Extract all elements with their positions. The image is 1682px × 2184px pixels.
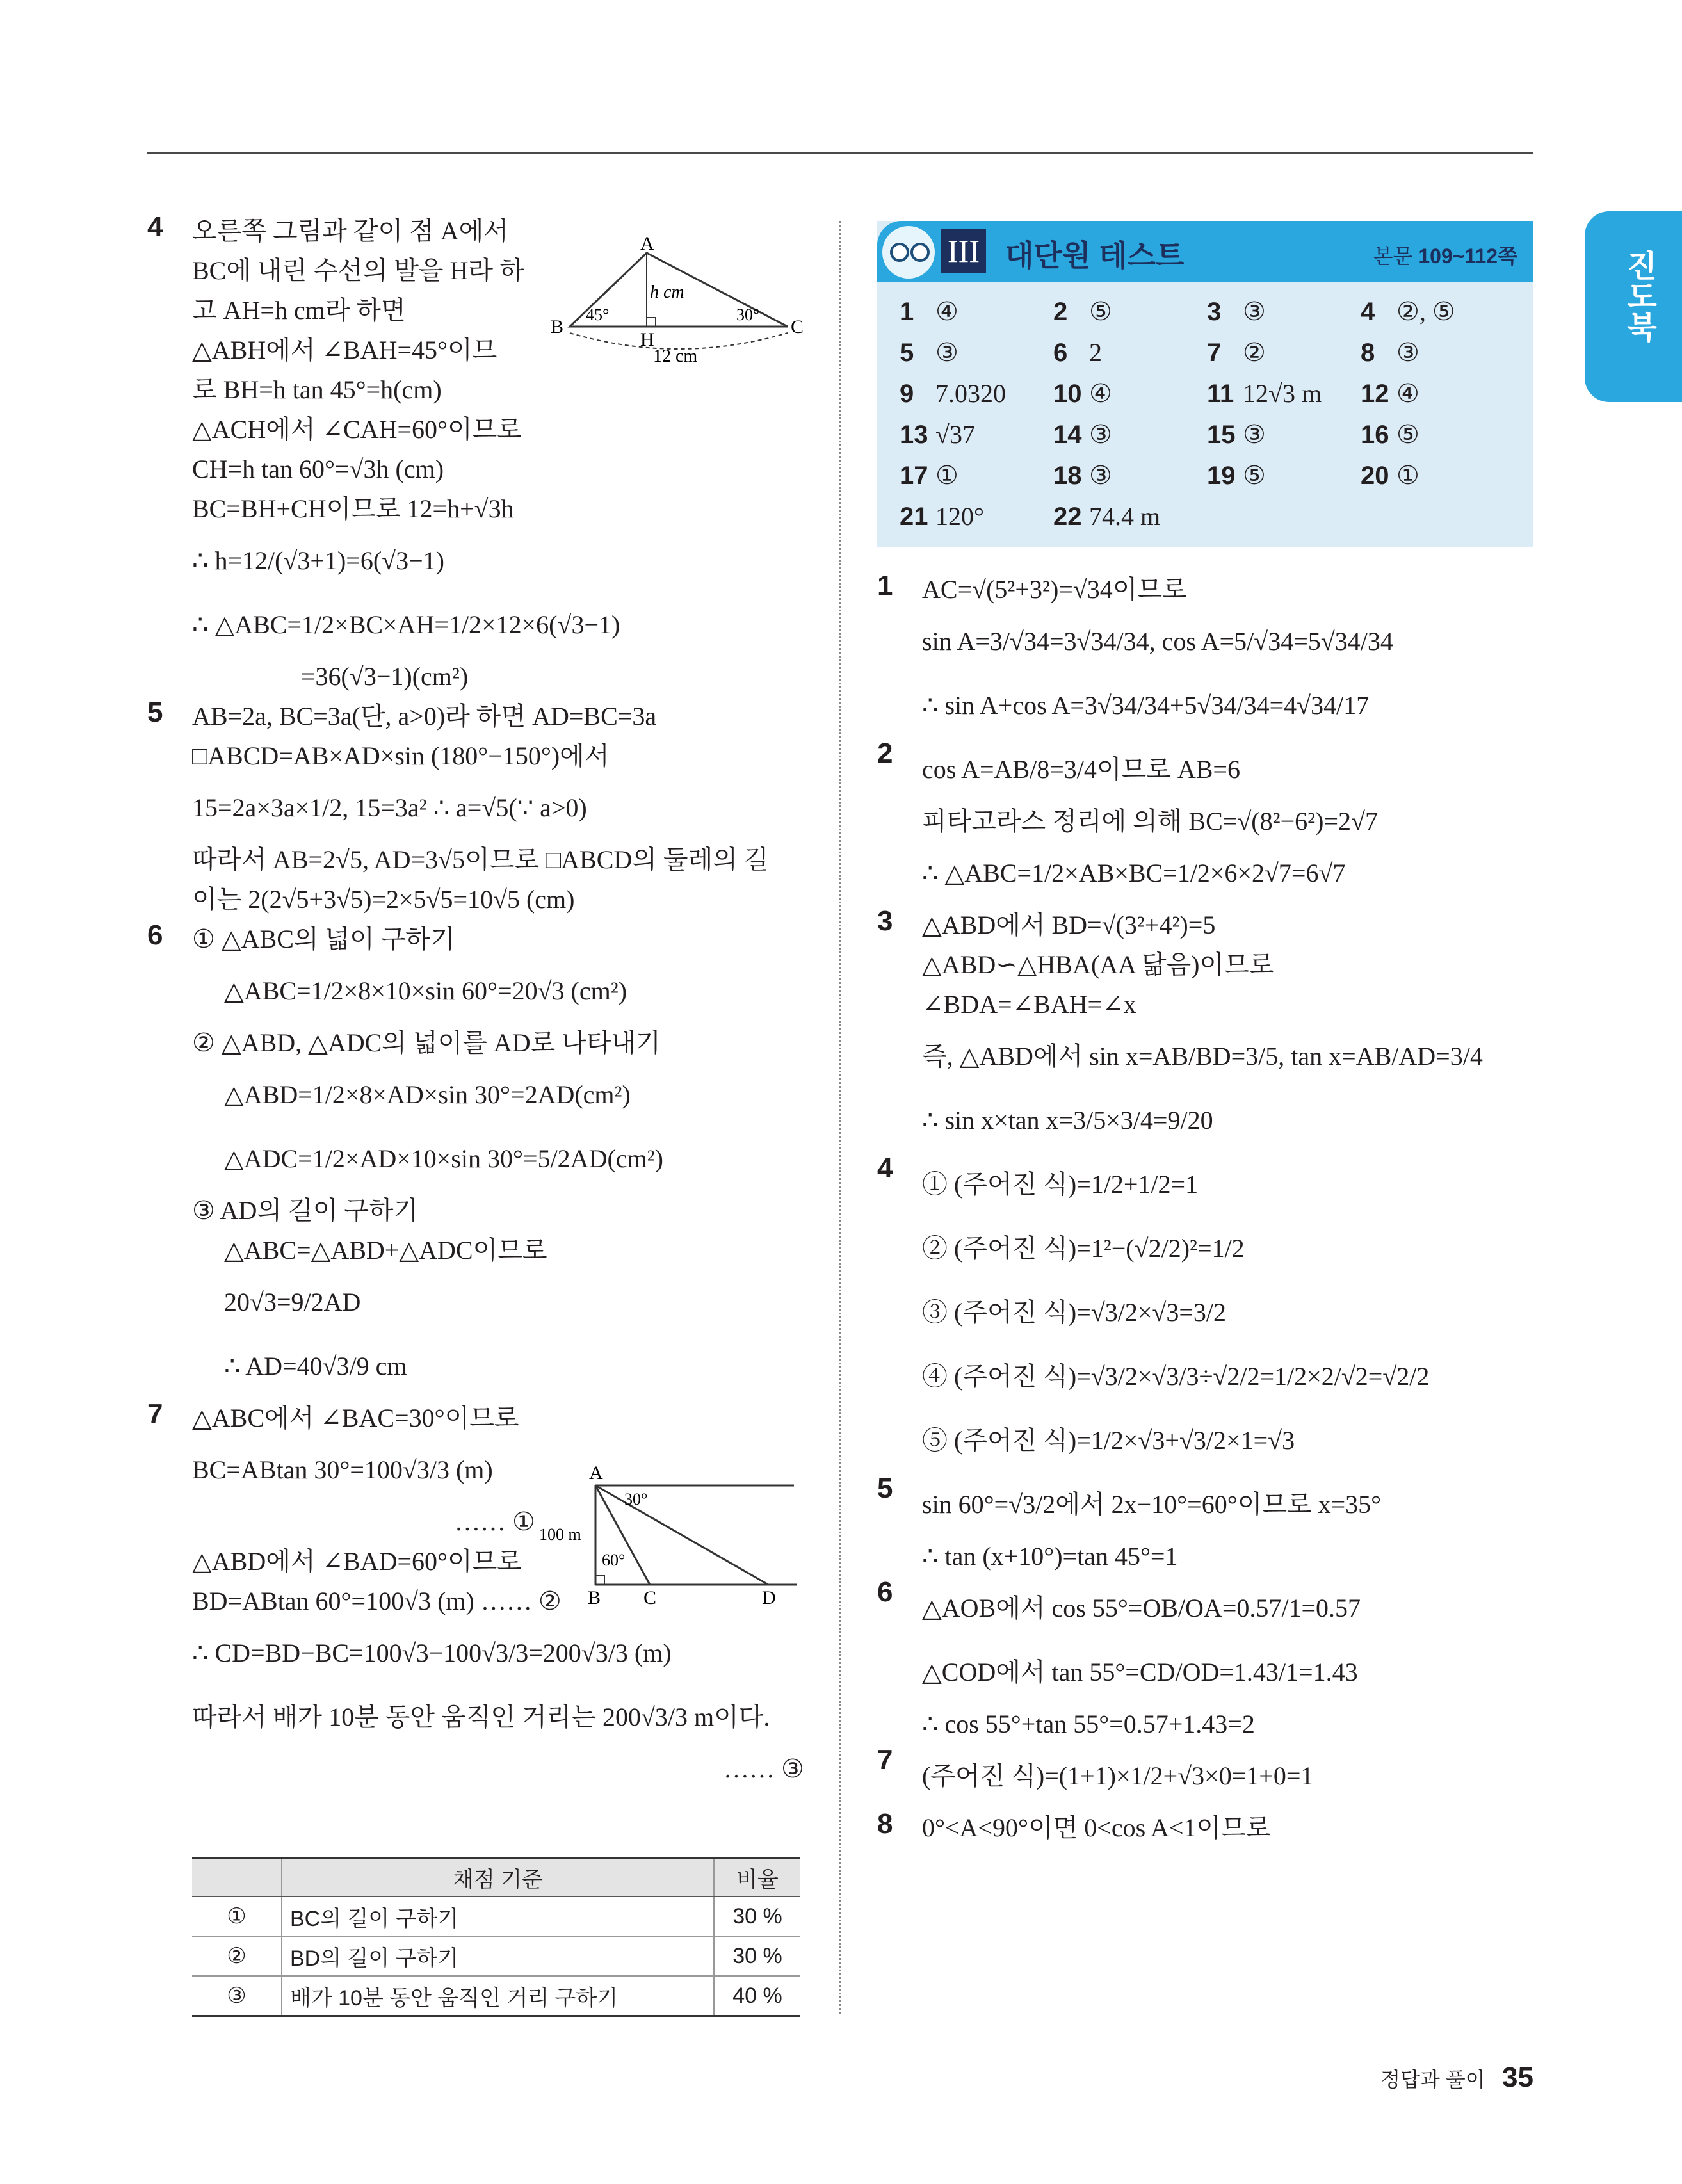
answer-value: ① <box>1396 461 1419 490</box>
answer-number: 5 <box>900 339 914 367</box>
table-header: 채점 기준 <box>282 1858 714 1897</box>
answer-number: 9 <box>900 380 914 408</box>
answer-item <box>1053 496 1207 537</box>
problem-number: 7 <box>877 1744 893 1776</box>
answer-item <box>1207 291 1361 332</box>
solution-line: △ABD=1/2×8×AD×sin 30°=2AD(cm²) <box>224 1080 631 1109</box>
problem-r6 <box>877 1576 1533 1744</box>
angle-mid-label: 60° <box>602 1551 626 1569</box>
solution-line: ① (주어진 식)=1/2+1/2=1 <box>922 1170 1199 1199</box>
solution-line: ∴ cos 55°+tan 55°=0.57+1.43=2 <box>922 1710 1255 1738</box>
page-footer <box>1380 2062 1533 2094</box>
problem-number: 1 <box>877 570 893 601</box>
side-tab[interactable] <box>1585 211 1682 402</box>
problem-number: 3 <box>877 905 893 937</box>
answer-item <box>900 332 1053 373</box>
table-cell: ① <box>192 1897 282 1936</box>
solution-line: BC=ABtan 30°=100√3/3 (m) <box>192 1455 493 1484</box>
answer-number: 7 <box>1207 339 1222 367</box>
answer-number: 4 <box>1361 298 1375 326</box>
angle-b-label: 45° <box>586 305 610 324</box>
table-cell: 30 % <box>714 1897 800 1936</box>
unit-number-badge: III <box>941 229 986 273</box>
vertex-d: D <box>762 1587 776 1608</box>
solution-line: ② (주어진 식)=1²−(√2/2)²=1/2 <box>922 1234 1245 1263</box>
foot-h: H <box>640 329 654 350</box>
problem-number: 5 <box>877 1473 893 1504</box>
answer-item <box>1361 373 1514 414</box>
answer-value: 12√3 m <box>1243 379 1322 408</box>
solution-line: △ABD∽△HBA(AA 닮음)이므로 <box>922 950 1274 979</box>
ship-figure-7 <box>538 1460 800 1607</box>
solution-line: AC=√(5²+3²)=√34이므로 <box>922 575 1187 604</box>
solution-line: △AOB에서 cos 55°=OB/OA=0.57/1=0.57 <box>922 1594 1361 1622</box>
solution-line: ③ AD의 길이 구하기 <box>192 1196 419 1225</box>
solution-line: ⑤ (주어진 식)=1/2×√3+√3/2×1=√3 <box>922 1426 1295 1455</box>
solution-line: AB=2a, BC=3a(단, a>0)라 하면 AD=BC=3a <box>192 702 657 731</box>
vertex-c: C <box>791 316 804 337</box>
triangle-figure-4 <box>551 233 804 371</box>
answer-item <box>900 373 1053 414</box>
height-label: 100 m <box>539 1525 581 1544</box>
answer-value: ⑤ <box>1396 420 1419 449</box>
solution-line: BC에 내린 수선의 발을 H라 하 <box>192 256 524 285</box>
answer-item <box>1053 455 1207 496</box>
answer-number: 16 <box>1361 421 1389 449</box>
solution-line: △ABD에서 BD=√(3²+4²)=5 <box>922 910 1216 939</box>
answer-value: ③ <box>1396 338 1419 367</box>
table-cell: ③ <box>192 1976 282 2016</box>
answer-grid <box>900 291 1527 537</box>
table-cell: ② <box>192 1936 282 1976</box>
answer-number: 17 <box>900 462 928 490</box>
answer-item <box>1361 414 1514 455</box>
solution-line: ① △ABC의 넓이 구하기 <box>192 925 455 953</box>
table-header <box>192 1858 282 1897</box>
solution-line: □ABCD=AB×AD×sin (180°−150°)에서 <box>192 741 610 770</box>
scoring-rubric-table <box>192 1857 800 2017</box>
solution-line: 로 BH=h tan 45°=h(cm) <box>192 375 442 404</box>
angle-top-label: 30° <box>624 1490 648 1509</box>
problem-number: 4 <box>877 1153 893 1184</box>
answer-number: 12 <box>1361 380 1389 408</box>
solution-line: BD=ABtan 60°=100√3 (m) …… ② <box>192 1587 562 1615</box>
problem-number: 6 <box>147 919 163 951</box>
answer-item <box>900 414 1053 455</box>
solution-line: △ABH에서 ∠BAH=45°이므 <box>192 336 497 364</box>
page-number: 35 <box>1502 2062 1533 2093</box>
vertex-b: B <box>551 316 564 337</box>
vertex-a: A <box>589 1462 603 1484</box>
answer-item <box>900 496 1053 537</box>
solution-line: △ABD에서 ∠BAD=60°이므로 <box>192 1547 522 1576</box>
answer-item <box>1053 332 1207 373</box>
answer-value: ③ <box>1089 461 1112 490</box>
answer-number: 20 <box>1361 462 1389 490</box>
table-cell: 30 % <box>714 1936 800 1976</box>
solution-line: 오른쪽 그림과 같이 점 A에서 <box>192 216 508 245</box>
test-page-range <box>1373 240 1517 270</box>
answer-value: ③ <box>1243 420 1266 449</box>
answer-number: 8 <box>1361 339 1375 367</box>
answer-number: 6 <box>1053 339 1068 367</box>
problem-r4 <box>877 1153 1533 1473</box>
problem-r3 <box>877 905 1533 1153</box>
solution-line: BC=BH+CH이므로 12=h+√3h <box>192 494 514 523</box>
problem-number: 4 <box>147 211 163 243</box>
problem-5 <box>147 697 807 919</box>
top-rule <box>147 152 1533 154</box>
answer-number: 19 <box>1207 462 1236 490</box>
answer-value: ④ <box>1396 379 1419 408</box>
answer-value: ④ <box>1089 379 1112 408</box>
answer-value: 74.4 m <box>1089 502 1161 531</box>
answer-value: ③ <box>935 338 958 367</box>
solution-line: 0°<A<90°이면 0<cos A<1이므로 <box>922 1813 1271 1842</box>
test-title: 대단원 테스트 <box>1005 239 1185 272</box>
solution-line: =36(√3−1)(cm²) <box>301 662 469 691</box>
solution-line: △ACH에서 ∠CAH=60°이므로 <box>192 415 522 444</box>
column-divider <box>839 221 841 2014</box>
answer-value: ⑤ <box>1089 297 1112 326</box>
angle-c-label: 30° <box>736 305 760 324</box>
table-cell: 40 % <box>714 1976 800 2016</box>
table-cell: BC의 길이 구하기 <box>282 1897 714 1936</box>
answer-value: 2 <box>1089 338 1102 367</box>
answer-item <box>1207 332 1361 373</box>
answer-number: 2 <box>1053 298 1068 326</box>
table-row <box>192 1936 800 1976</box>
solution-line: ∴ h=12/(√3+1)=6(√3−1) <box>192 546 444 575</box>
answer-item <box>1361 455 1514 496</box>
solution-line: 따라서 배가 10분 동안 움직인 거리는 200√3/3 m이다. <box>192 1703 770 1731</box>
vertex-c: C <box>643 1587 657 1608</box>
solution-line: 즉, △ABD에서 sin x=AB/BD=3/5, tan x=AB/AD=3/4 <box>922 1042 1483 1071</box>
solution-line: (주어진 식)=(1+1)×1/2+√3×0=1+0=1 <box>922 1761 1314 1790</box>
answer-item <box>1361 291 1514 332</box>
solution-line: ④ (주어진 식)=√3/2×√3/3÷√2/2=1/2×2/√2=√2/2 <box>922 1362 1430 1391</box>
solution-line: △ABC에서 ∠BAC=30°이므로 <box>192 1403 519 1432</box>
solution-line: CH=h tan 60°=√3h (cm) <box>192 455 444 483</box>
answer-value: 7.0320 <box>935 379 1006 408</box>
solution-line: 이는 2(2√5+3√5)=2×5√5=10√5 (cm) <box>192 885 575 914</box>
footer-label: 정답과 풀이 <box>1380 2068 1485 2091</box>
answer-number: 22 <box>1053 503 1082 531</box>
vertex-b: B <box>588 1587 601 1608</box>
answer-number: 14 <box>1053 421 1082 449</box>
solution-line: △COD에서 tan 55°=CD/OD=1.43/1=1.43 <box>922 1658 1358 1687</box>
solution-line: △ABC=1/2×8×10×sin 60°=20√3 (cm²) <box>224 976 627 1005</box>
answer-number: 1 <box>900 298 914 326</box>
base-label: 12 cm <box>653 346 698 366</box>
solution-line: 피타고라스 정리에 의해 BC=√(8²−6²)=2√7 <box>922 807 1378 836</box>
right-column <box>877 570 1533 1848</box>
problem-number: 2 <box>877 738 893 769</box>
answer-item <box>900 455 1053 496</box>
solution-line: ∠BDA=∠BAH=∠x <box>922 990 1136 1019</box>
answer-value: ③ <box>1089 420 1112 449</box>
answer-value: √37 <box>935 420 975 449</box>
table-cell: 배가 10분 동안 움직인 거리 구하기 <box>282 1976 714 2016</box>
solution-line: 20√3=9/2AD <box>224 1288 361 1316</box>
test-header <box>877 221 1533 282</box>
answer-number: 13 <box>900 421 928 449</box>
answer-item <box>1361 332 1514 373</box>
table-cell: BD의 길이 구하기 <box>282 1936 714 1976</box>
answer-number: 15 <box>1207 421 1236 449</box>
solution-line: ∴ AD=40√3/9 cm <box>224 1352 407 1380</box>
answer-item <box>1207 455 1361 496</box>
answer-number: 11 <box>1207 380 1234 408</box>
answer-item <box>900 291 1053 332</box>
solution-line: ② △ABD, △ADC의 넓이를 AD로 나타내기 <box>192 1028 661 1057</box>
solution-line: cos A=AB/8=3/4이므로 AB=6 <box>922 755 1240 784</box>
solution-line: …… ③ <box>724 1754 804 1783</box>
side-tab-label: 진도북 <box>1622 250 1656 342</box>
answer-value: 120° <box>935 502 984 531</box>
solution-line: sin 60°=√3/2에서 2x−10°=60°이므로 x=35° <box>922 1490 1382 1519</box>
answer-item <box>1207 373 1361 414</box>
problem-r5 <box>877 1473 1533 1576</box>
solution-line: ∴ sin A+cos A=3√34/34+5√34/34=4√34/17 <box>922 691 1370 720</box>
problem-number: 7 <box>147 1398 163 1430</box>
problem-r2 <box>877 738 1533 905</box>
answer-number: 18 <box>1053 462 1082 490</box>
solution-line: sin A=3/√34=3√34/34, cos A=5/√34=5√34/34 <box>922 627 1393 656</box>
answer-number: 3 <box>1207 298 1222 326</box>
height-label: h cm <box>650 282 684 302</box>
solution-line: ③ (주어진 식)=√3/2×√3=3/2 <box>922 1298 1227 1327</box>
problem-6 <box>147 919 807 1398</box>
answer-value: ⑤ <box>1243 461 1266 490</box>
table-row <box>192 1976 800 2016</box>
vertex-a: A <box>640 233 654 254</box>
solution-line: △ABC=△ABD+△ADC이므로 <box>224 1236 547 1265</box>
solution-line: ∴ tan (x+10°)=tan 45°=1 <box>922 1542 1178 1571</box>
unit-test-answer-box <box>877 221 1533 547</box>
answer-item <box>1207 414 1361 455</box>
solution-line: △ADC=1/2×AD×10×sin 30°=5/2AD(cm²) <box>224 1144 663 1173</box>
solution-line: ∴ △ABC=1/2×AB×BC=1/2×6×2√7=6√7 <box>922 859 1346 887</box>
answer-number: 21 <box>900 503 928 531</box>
answer-item <box>1053 414 1207 455</box>
table-row <box>192 1897 800 1936</box>
table-header-row <box>192 1858 800 1897</box>
problem-number: 6 <box>877 1576 893 1608</box>
problem-number: 8 <box>877 1808 893 1840</box>
solution-line: ∴ CD=BD−BC=100√3−100√3/3=200√3/3 (m) <box>192 1638 672 1667</box>
answer-number: 10 <box>1053 380 1082 408</box>
problem-r1 <box>877 570 1533 738</box>
problem-r8 <box>877 1808 1533 1848</box>
answer-value: ① <box>935 461 958 490</box>
answer-value: ④ <box>935 297 958 326</box>
solution-line: ∴ △ABC=1/2×BC×AH=1/2×12×6(√3−1) <box>192 610 620 639</box>
page-range-prefix: 본문 <box>1373 245 1413 268</box>
owl-mascot-icon <box>882 226 935 279</box>
answer-value: ②, ⑤ <box>1396 297 1455 326</box>
answer-item <box>1053 373 1207 414</box>
solution-line: ∴ sin x×tan x=3/5×3/4=9/20 <box>922 1106 1213 1135</box>
solution-line: 따라서 AB=2√5, AD=3√5이므로 □ABCD의 둘레의 길 <box>192 845 769 874</box>
solution-line: 고 AH=h cm라 하면 <box>192 296 406 325</box>
answer-item <box>1053 291 1207 332</box>
answer-value: ③ <box>1243 297 1266 326</box>
table-header: 비율 <box>714 1858 800 1897</box>
problem-r7 <box>877 1744 1533 1808</box>
solution-line: …… ① <box>455 1507 535 1536</box>
problem-number: 5 <box>147 697 163 728</box>
answer-value: ② <box>1243 338 1266 367</box>
solution-line: 15=2a×3a×1/2, 15=3a² ∴ a=√5(∵ a>0) <box>192 793 587 822</box>
page-range: 109~112쪽 <box>1418 245 1517 268</box>
